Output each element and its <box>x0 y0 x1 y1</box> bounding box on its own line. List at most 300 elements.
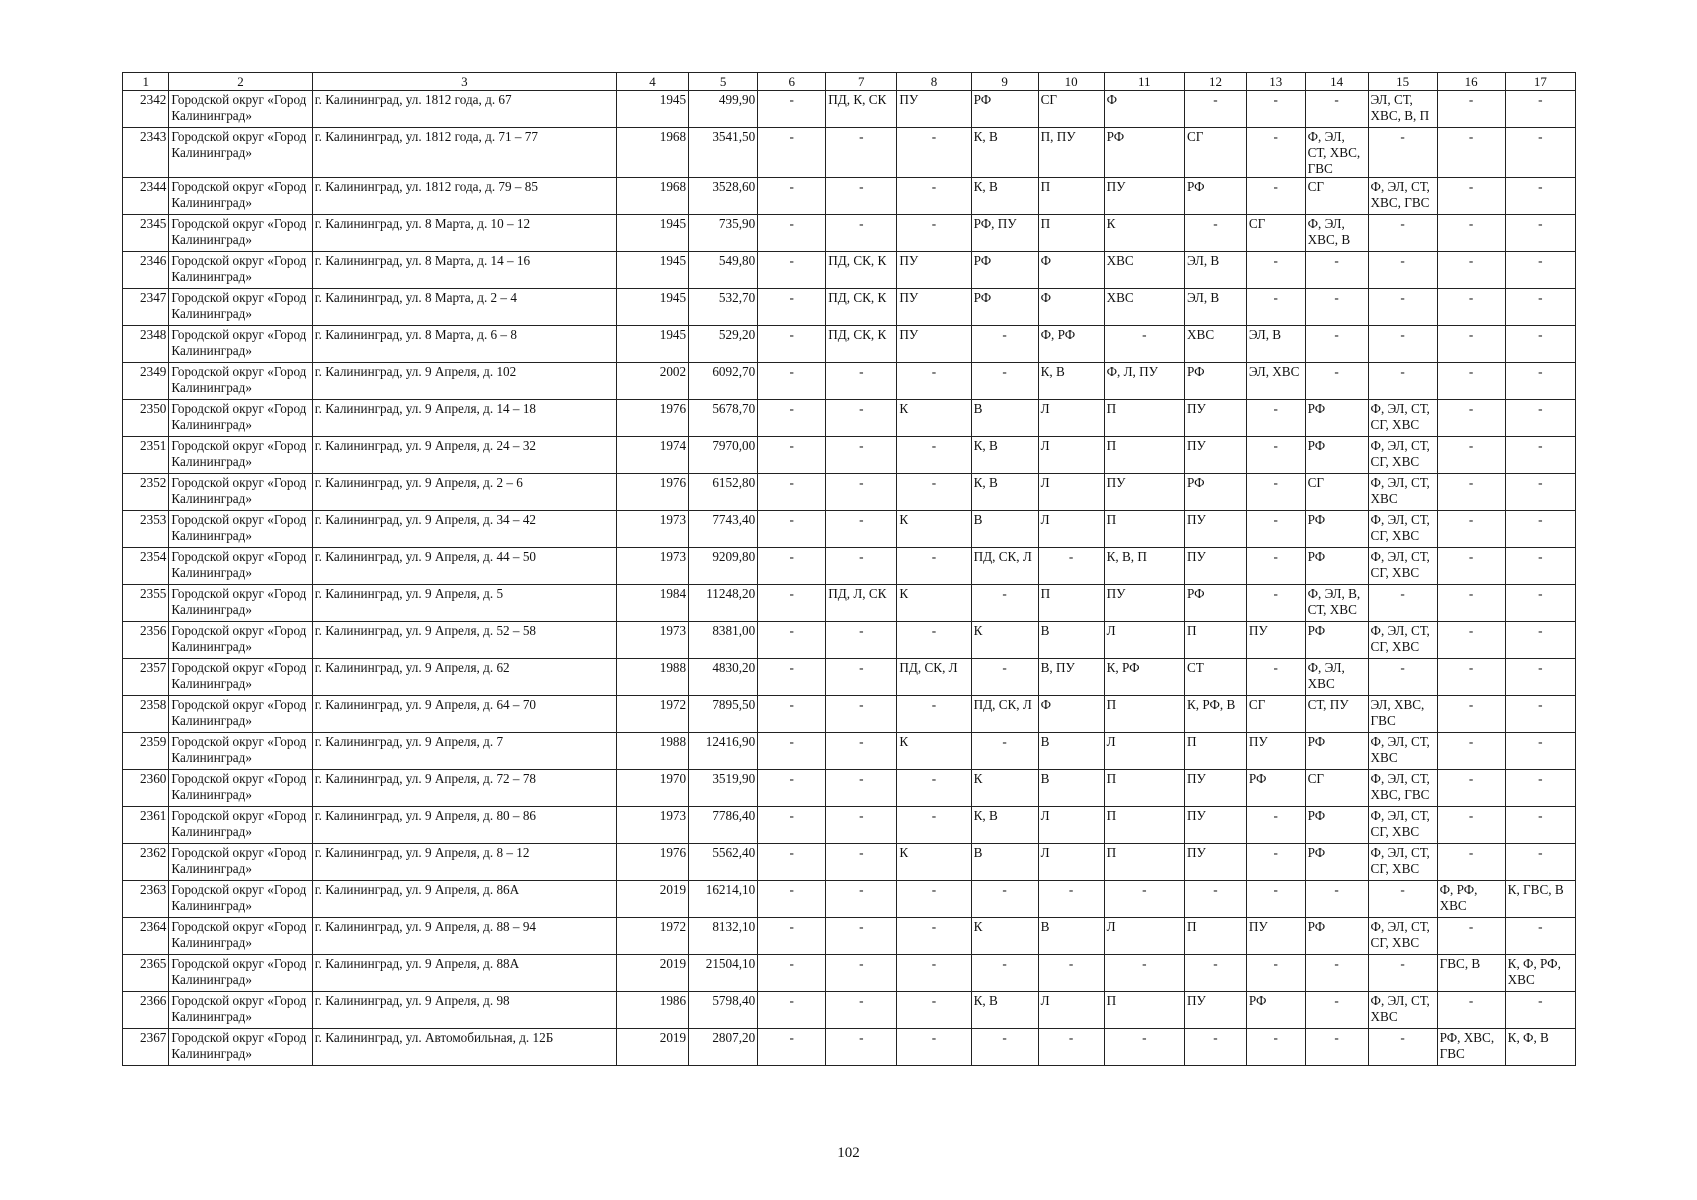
table-cell-col-3: г. Калининград, ул. 9 Апреля, д. 86А <box>312 881 616 918</box>
column-header-9: 9 <box>971 73 1038 91</box>
table-cell-col-7: - <box>826 548 897 585</box>
table-cell-col-1: 2343 <box>123 128 169 178</box>
table-cell-col-15: Ф, ЭЛ, СТ, СГ, ХВС <box>1368 622 1437 659</box>
table-cell-col-7: - <box>826 955 897 992</box>
table-cell-col-14: Ф, ЭЛ, СТ, ХВС, ГВС <box>1305 128 1368 178</box>
table-cell-col-11: К, РФ <box>1104 659 1184 696</box>
table-cell-col-9: - <box>971 326 1038 363</box>
table-cell-col-2: Городской округ «Город Калининград» <box>169 400 312 437</box>
table-cell-col-15: Ф, ЭЛ, СТ, ХВС, ГВС <box>1368 770 1437 807</box>
table-cell-col-14: РФ <box>1305 622 1368 659</box>
table-cell-col-15: - <box>1368 955 1437 992</box>
table-cell-col-6: - <box>758 955 826 992</box>
table-cell-col-16: - <box>1437 992 1505 1029</box>
table-cell-col-3: г. Калининград, ул. 9 Апреля, д. 34 – 42 <box>312 511 616 548</box>
table-cell-col-7: - <box>826 1029 897 1066</box>
table-cell-col-12: ПУ <box>1185 992 1247 1029</box>
table-cell-col-15: - <box>1368 215 1437 252</box>
table-cell-col-6: - <box>758 844 826 881</box>
table-cell-col-2: Городской округ «Город Калининград» <box>169 733 312 770</box>
table-cell-col-7: - <box>826 881 897 918</box>
table-cell-col-11: - <box>1104 955 1184 992</box>
table-cell-col-6: - <box>758 807 826 844</box>
table-cell-col-11: П <box>1104 696 1184 733</box>
table-cell-col-7: - <box>826 659 897 696</box>
table-cell-col-7: ПД, СК, К <box>826 326 897 363</box>
table-row <box>123 548 1576 585</box>
table-cell-col-14: РФ <box>1305 437 1368 474</box>
table-cell-col-1: 2353 <box>123 511 169 548</box>
table-cell-col-10: В, ПУ <box>1038 659 1104 696</box>
table-cell-col-10: Ф <box>1038 696 1104 733</box>
table-cell-col-10: В <box>1038 918 1104 955</box>
table-cell-col-10: П, ПУ <box>1038 128 1104 178</box>
table-cell-col-4: 1972 <box>616 918 688 955</box>
table-cell-col-15: Ф, ЭЛ, СТ, СГ, ХВС <box>1368 437 1437 474</box>
table-cell-col-14: СГ <box>1305 474 1368 511</box>
table-cell-col-3: г. Калининград, ул. 9 Апреля, д. 72 – 78 <box>312 770 616 807</box>
table-cell-col-12: П <box>1185 918 1247 955</box>
table-cell-col-2: Городской округ «Город Калининград» <box>169 1029 312 1066</box>
table-cell-col-6: - <box>758 215 826 252</box>
table-cell-col-13: ПУ <box>1246 733 1305 770</box>
table-cell-col-4: 1945 <box>616 326 688 363</box>
table-cell-col-1: 2356 <box>123 622 169 659</box>
table-cell-col-2: Городской округ «Город Калининград» <box>169 918 312 955</box>
table-cell-col-5: 529,20 <box>689 326 758 363</box>
table-cell-col-6: - <box>758 548 826 585</box>
table-cell-col-15: Ф, ЭЛ, СТ, СГ, ХВС <box>1368 400 1437 437</box>
table-cell-col-3: г. Калининград, ул. 1812 года, д. 71 – 77 <box>312 128 616 178</box>
table-cell-col-1: 2355 <box>123 585 169 622</box>
table-cell-col-3: г. Калининград, ул. 9 Апреля, д. 8 – 12 <box>312 844 616 881</box>
table-cell-col-3: г. Калининград, ул. 9 Апреля, д. 24 – 32 <box>312 437 616 474</box>
table-cell-col-17: - <box>1505 252 1575 289</box>
table-cell-col-4: 1945 <box>616 289 688 326</box>
table-cell-col-16: - <box>1437 548 1505 585</box>
table-cell-col-8: К <box>897 511 971 548</box>
table-cell-col-6: - <box>758 659 826 696</box>
table-cell-col-5: 549,80 <box>689 252 758 289</box>
table-cell-col-16: - <box>1437 252 1505 289</box>
table-cell-col-9: К, В <box>971 474 1038 511</box>
table-cell-col-11: П <box>1104 770 1184 807</box>
table-cell-col-4: 2019 <box>616 1029 688 1066</box>
table-cell-col-7: ПД, СК, К <box>826 252 897 289</box>
table-row <box>123 1029 1576 1066</box>
column-header-8: 8 <box>897 73 971 91</box>
table-cell-col-5: 3528,60 <box>689 178 758 215</box>
table-cell-col-11: Л <box>1104 733 1184 770</box>
table-cell-col-12: - <box>1185 91 1247 128</box>
table-cell-col-4: 2002 <box>616 363 688 400</box>
table-cell-col-13: - <box>1246 474 1305 511</box>
table-cell-col-3: г. Калининград, ул. 1812 года, д. 67 <box>312 91 616 128</box>
table-cell-col-2: Городской округ «Город Калининград» <box>169 770 312 807</box>
table-cell-col-3: г. Калининград, ул. 9 Апреля, д. 5 <box>312 585 616 622</box>
table-cell-col-2: Городской округ «Город Калининград» <box>169 881 312 918</box>
table-cell-col-11: П <box>1104 511 1184 548</box>
table-cell-col-6: - <box>758 585 826 622</box>
table-cell-col-10: Ф <box>1038 289 1104 326</box>
table-cell-col-4: 1970 <box>616 770 688 807</box>
table-cell-col-17: - <box>1505 992 1575 1029</box>
table-cell-col-12: СГ <box>1185 128 1247 178</box>
column-header-1: 1 <box>123 73 169 91</box>
table-cell-col-17: К, Ф, В <box>1505 1029 1575 1066</box>
column-header-11: 11 <box>1104 73 1184 91</box>
table-cell-col-11: ПУ <box>1104 474 1184 511</box>
table-cell-col-5: 21504,10 <box>689 955 758 992</box>
table-cell-col-6: - <box>758 696 826 733</box>
table-cell-col-11: ХВС <box>1104 289 1184 326</box>
table-cell-col-4: 1968 <box>616 128 688 178</box>
table-cell-col-14: РФ <box>1305 548 1368 585</box>
table-cell-col-15: - <box>1368 1029 1437 1066</box>
table-cell-col-5: 735,90 <box>689 215 758 252</box>
table-cell-col-13: - <box>1246 400 1305 437</box>
table-cell-col-16: РФ, ХВС, ГВС <box>1437 1029 1505 1066</box>
table-cell-col-11: ПУ <box>1104 585 1184 622</box>
table-cell-col-14: РФ <box>1305 511 1368 548</box>
table-row <box>123 289 1576 326</box>
table-cell-col-12: ЭЛ, В <box>1185 289 1247 326</box>
table-cell-col-5: 7970,00 <box>689 437 758 474</box>
table-cell-col-16: - <box>1437 363 1505 400</box>
table-cell-col-17: - <box>1505 585 1575 622</box>
table-cell-col-10: П <box>1038 178 1104 215</box>
table-cell-col-2: Городской округ «Город Калининград» <box>169 474 312 511</box>
table-cell-col-6: - <box>758 881 826 918</box>
table-cell-col-8: - <box>897 363 971 400</box>
table-cell-col-13: ЭЛ, В <box>1246 326 1305 363</box>
table-cell-col-11: - <box>1104 326 1184 363</box>
table-cell-col-12: - <box>1185 215 1247 252</box>
table-cell-col-1: 2347 <box>123 289 169 326</box>
table-row <box>123 807 1576 844</box>
table-cell-col-1: 2358 <box>123 696 169 733</box>
table-cell-col-16: - <box>1437 400 1505 437</box>
table-cell-col-4: 1976 <box>616 474 688 511</box>
table-cell-col-17: - <box>1505 696 1575 733</box>
table-cell-col-7: - <box>826 511 897 548</box>
table-cell-col-5: 3519,90 <box>689 770 758 807</box>
table-cell-col-12: ПУ <box>1185 770 1247 807</box>
table-cell-col-8: - <box>897 437 971 474</box>
table-cell-col-17: К, ГВС, В <box>1505 881 1575 918</box>
table-cell-col-6: - <box>758 511 826 548</box>
table-cell-col-17: - <box>1505 807 1575 844</box>
table-cell-col-5: 5562,40 <box>689 844 758 881</box>
table-cell-col-13: РФ <box>1246 770 1305 807</box>
table-cell-col-9: К, В <box>971 992 1038 1029</box>
table-cell-col-7: - <box>826 622 897 659</box>
table-cell-col-1: 2346 <box>123 252 169 289</box>
table-cell-col-2: Городской округ «Город Калининград» <box>169 844 312 881</box>
table-cell-col-4: 1976 <box>616 400 688 437</box>
table-cell-col-17: - <box>1505 326 1575 363</box>
table-cell-col-1: 2365 <box>123 955 169 992</box>
table-cell-col-9: - <box>971 955 1038 992</box>
table-cell-col-5: 7895,50 <box>689 696 758 733</box>
table-cell-col-16: - <box>1437 91 1505 128</box>
table-cell-col-17: - <box>1505 622 1575 659</box>
table-cell-col-6: - <box>758 400 826 437</box>
table-cell-col-8: - <box>897 955 971 992</box>
table-cell-col-6: - <box>758 178 826 215</box>
table-row <box>123 992 1576 1029</box>
table-cell-col-5: 7786,40 <box>689 807 758 844</box>
table-cell-col-12: ПУ <box>1185 437 1247 474</box>
table-cell-col-1: 2362 <box>123 844 169 881</box>
table-cell-col-2: Городской округ «Город Калининград» <box>169 622 312 659</box>
table-cell-col-6: - <box>758 437 826 474</box>
table-cell-col-15: Ф, ЭЛ, СТ, СГ, ХВС <box>1368 918 1437 955</box>
table-cell-col-5: 6092,70 <box>689 363 758 400</box>
table-cell-col-13: ЭЛ, ХВС <box>1246 363 1305 400</box>
table-cell-col-14: РФ <box>1305 733 1368 770</box>
column-header-15: 15 <box>1368 73 1437 91</box>
table-cell-col-13: - <box>1246 1029 1305 1066</box>
table-cell-col-1: 2359 <box>123 733 169 770</box>
register-table-container <box>122 72 1576 1066</box>
table-cell-col-17: - <box>1505 289 1575 326</box>
table-cell-col-4: 1973 <box>616 511 688 548</box>
table-cell-col-9: - <box>971 363 1038 400</box>
table-cell-col-16: ГВС, В <box>1437 955 1505 992</box>
table-cell-col-5: 16214,10 <box>689 881 758 918</box>
column-header-2: 2 <box>169 73 312 91</box>
table-cell-col-8: ПУ <box>897 91 971 128</box>
table-cell-col-1: 2344 <box>123 178 169 215</box>
table-cell-col-17: - <box>1505 400 1575 437</box>
table-cell-col-14: Ф, ЭЛ, В, СТ, ХВС <box>1305 585 1368 622</box>
table-cell-col-14: - <box>1305 289 1368 326</box>
table-cell-col-2: Городской округ «Город Калининград» <box>169 511 312 548</box>
table-cell-col-12: РФ <box>1185 474 1247 511</box>
table-cell-col-9: К, В <box>971 807 1038 844</box>
table-cell-col-7: - <box>826 844 897 881</box>
table-cell-col-4: 1945 <box>616 215 688 252</box>
table-cell-col-3: г. Калининград, ул. 9 Апреля, д. 88 – 94 <box>312 918 616 955</box>
table-cell-col-12: П <box>1185 733 1247 770</box>
column-header-17: 17 <box>1505 73 1575 91</box>
table-cell-col-13: - <box>1246 437 1305 474</box>
table-cell-col-17: - <box>1505 437 1575 474</box>
table-cell-col-2: Городской округ «Город Калининград» <box>169 548 312 585</box>
table-cell-col-10: Л <box>1038 807 1104 844</box>
table-cell-col-6: - <box>758 91 826 128</box>
table-cell-col-8: - <box>897 548 971 585</box>
column-header-6: 6 <box>758 73 826 91</box>
table-cell-col-16: - <box>1437 128 1505 178</box>
table-cell-col-4: 1973 <box>616 622 688 659</box>
table-row <box>123 770 1576 807</box>
table-cell-col-9: РФ <box>971 252 1038 289</box>
table-cell-col-10: СГ <box>1038 91 1104 128</box>
table-cell-col-17: - <box>1505 511 1575 548</box>
table-cell-col-12: ХВС <box>1185 326 1247 363</box>
table-cell-col-4: 1976 <box>616 844 688 881</box>
table-cell-col-10: В <box>1038 622 1104 659</box>
table-cell-col-4: 1984 <box>616 585 688 622</box>
table-cell-col-4: 1945 <box>616 252 688 289</box>
table-cell-col-8: - <box>897 807 971 844</box>
table-cell-col-6: - <box>758 289 826 326</box>
table-cell-col-10: - <box>1038 1029 1104 1066</box>
table-cell-col-1: 2363 <box>123 881 169 918</box>
table-cell-col-8: К <box>897 585 971 622</box>
table-row <box>123 585 1576 622</box>
table-cell-col-5: 5798,40 <box>689 992 758 1029</box>
table-cell-col-3: г. Калининград, ул. 9 Апреля, д. 2 – 6 <box>312 474 616 511</box>
table-cell-col-5: 11248,20 <box>689 585 758 622</box>
table-cell-col-4: 1972 <box>616 696 688 733</box>
table-cell-col-13: - <box>1246 548 1305 585</box>
table-cell-col-10: Л <box>1038 474 1104 511</box>
table-cell-col-10: Л <box>1038 992 1104 1029</box>
table-cell-col-16: - <box>1437 326 1505 363</box>
column-header-14: 14 <box>1305 73 1368 91</box>
table-cell-col-7: - <box>826 363 897 400</box>
table-cell-col-11: П <box>1104 844 1184 881</box>
table-cell-col-17: - <box>1505 770 1575 807</box>
table-cell-col-7: ПД, СК, К <box>826 289 897 326</box>
column-header-4: 4 <box>616 73 688 91</box>
table-cell-col-2: Городской округ «Город Калининград» <box>169 215 312 252</box>
table-cell-col-16: - <box>1437 733 1505 770</box>
table-cell-col-8: - <box>897 622 971 659</box>
table-cell-col-3: г. Калининград, ул. 9 Апреля, д. 14 – 18 <box>312 400 616 437</box>
table-cell-col-2: Городской округ «Город Калининград» <box>169 807 312 844</box>
table-cell-col-14: - <box>1305 992 1368 1029</box>
table-cell-col-13: СГ <box>1246 696 1305 733</box>
table-cell-col-9: - <box>971 733 1038 770</box>
table-cell-col-11: - <box>1104 881 1184 918</box>
table-cell-col-15: - <box>1368 363 1437 400</box>
table-cell-col-3: г. Калининград, ул. 9 Апреля, д. 80 – 86 <box>312 807 616 844</box>
table-cell-col-3: г. Калининград, ул. 1812 года, д. 79 – 85 <box>312 178 616 215</box>
column-header-16: 16 <box>1437 73 1505 91</box>
table-cell-col-1: 2350 <box>123 400 169 437</box>
table-row <box>123 215 1576 252</box>
table-cell-col-14: Ф, ЭЛ, ХВС <box>1305 659 1368 696</box>
table-cell-col-10: К, В <box>1038 363 1104 400</box>
table-cell-col-4: 1988 <box>616 733 688 770</box>
table-cell-col-13: - <box>1246 511 1305 548</box>
table-cell-col-3: г. Калининград, ул. Автомобильная, д. 12Б <box>312 1029 616 1066</box>
table-cell-col-8: ПУ <box>897 326 971 363</box>
table-cell-col-11: РФ <box>1104 128 1184 178</box>
table-cell-col-10: П <box>1038 585 1104 622</box>
table-row <box>123 178 1576 215</box>
table-cell-col-8: К <box>897 844 971 881</box>
table-cell-col-1: 2360 <box>123 770 169 807</box>
table-cell-col-14: - <box>1305 1029 1368 1066</box>
table-cell-col-7: - <box>826 474 897 511</box>
table-cell-col-15: ЭЛ, СТ, ХВС, В, П <box>1368 91 1437 128</box>
table-cell-col-8: - <box>897 178 971 215</box>
table-cell-col-4: 1988 <box>616 659 688 696</box>
table-cell-col-11: П <box>1104 807 1184 844</box>
table-cell-col-8: - <box>897 992 971 1029</box>
table-cell-col-1: 2354 <box>123 548 169 585</box>
table-cell-col-7: - <box>826 918 897 955</box>
table-cell-col-8: - <box>897 474 971 511</box>
table-cell-col-5: 4830,20 <box>689 659 758 696</box>
table-cell-col-13: - <box>1246 178 1305 215</box>
table-cell-col-8: - <box>897 215 971 252</box>
table-cell-col-5: 5678,70 <box>689 400 758 437</box>
table-cell-col-1: 2349 <box>123 363 169 400</box>
table-cell-col-13: - <box>1246 659 1305 696</box>
table-cell-col-7: - <box>826 128 897 178</box>
table-cell-col-9: - <box>971 659 1038 696</box>
table-cell-col-14: - <box>1305 955 1368 992</box>
table-cell-col-9: - <box>971 585 1038 622</box>
table-cell-col-4: 1974 <box>616 437 688 474</box>
table-cell-col-1: 2367 <box>123 1029 169 1066</box>
table-cell-col-9: РФ <box>971 91 1038 128</box>
table-cell-col-9: - <box>971 881 1038 918</box>
table-cell-col-2: Городской округ «Город Калининград» <box>169 585 312 622</box>
table-body <box>123 91 1576 1066</box>
table-row <box>123 437 1576 474</box>
table-cell-col-17: - <box>1505 548 1575 585</box>
table-cell-col-10: - <box>1038 548 1104 585</box>
table-cell-col-13: - <box>1246 585 1305 622</box>
table-cell-col-3: г. Калининград, ул. 9 Апреля, д. 62 <box>312 659 616 696</box>
table-cell-col-13: - <box>1246 128 1305 178</box>
table-cell-col-13: - <box>1246 881 1305 918</box>
table-cell-col-15: Ф, ЭЛ, СТ, ХВС <box>1368 733 1437 770</box>
table-cell-col-3: г. Калининград, ул. 9 Апреля, д. 102 <box>312 363 616 400</box>
table-cell-col-11: Л <box>1104 622 1184 659</box>
table-cell-col-5: 8132,10 <box>689 918 758 955</box>
table-cell-col-2: Городской округ «Город Калининград» <box>169 992 312 1029</box>
table-cell-col-1: 2345 <box>123 215 169 252</box>
table-cell-col-16: - <box>1437 474 1505 511</box>
table-cell-col-7: - <box>826 733 897 770</box>
table-cell-col-9: РФ, ПУ <box>971 215 1038 252</box>
table-cell-col-5: 7743,40 <box>689 511 758 548</box>
table-cell-col-3: г. Калининград, ул. 9 Апреля, д. 44 – 50 <box>312 548 616 585</box>
table-cell-col-4: 2019 <box>616 955 688 992</box>
table-cell-col-1: 2364 <box>123 918 169 955</box>
table-cell-col-6: - <box>758 733 826 770</box>
table-cell-col-10: Ф, РФ <box>1038 326 1104 363</box>
table-cell-col-9: К, В <box>971 178 1038 215</box>
table-row <box>123 363 1576 400</box>
column-header-13: 13 <box>1246 73 1305 91</box>
table-cell-col-8: ПУ <box>897 289 971 326</box>
table-cell-col-15: - <box>1368 289 1437 326</box>
table-cell-col-15: - <box>1368 659 1437 696</box>
table-cell-col-11: П <box>1104 400 1184 437</box>
table-cell-col-16: - <box>1437 437 1505 474</box>
column-header-10: 10 <box>1038 73 1104 91</box>
table-cell-col-13: - <box>1246 289 1305 326</box>
table-row <box>123 844 1576 881</box>
page-number: 102 <box>837 1145 860 1161</box>
table-cell-col-5: 499,90 <box>689 91 758 128</box>
table-cell-col-6: - <box>758 770 826 807</box>
table-cell-col-16: - <box>1437 585 1505 622</box>
table-cell-col-13: - <box>1246 252 1305 289</box>
table-cell-col-14: - <box>1305 881 1368 918</box>
table-cell-col-3: г. Калининград, ул. 8 Марта, д. 2 – 4 <box>312 289 616 326</box>
table-cell-col-12: РФ <box>1185 585 1247 622</box>
